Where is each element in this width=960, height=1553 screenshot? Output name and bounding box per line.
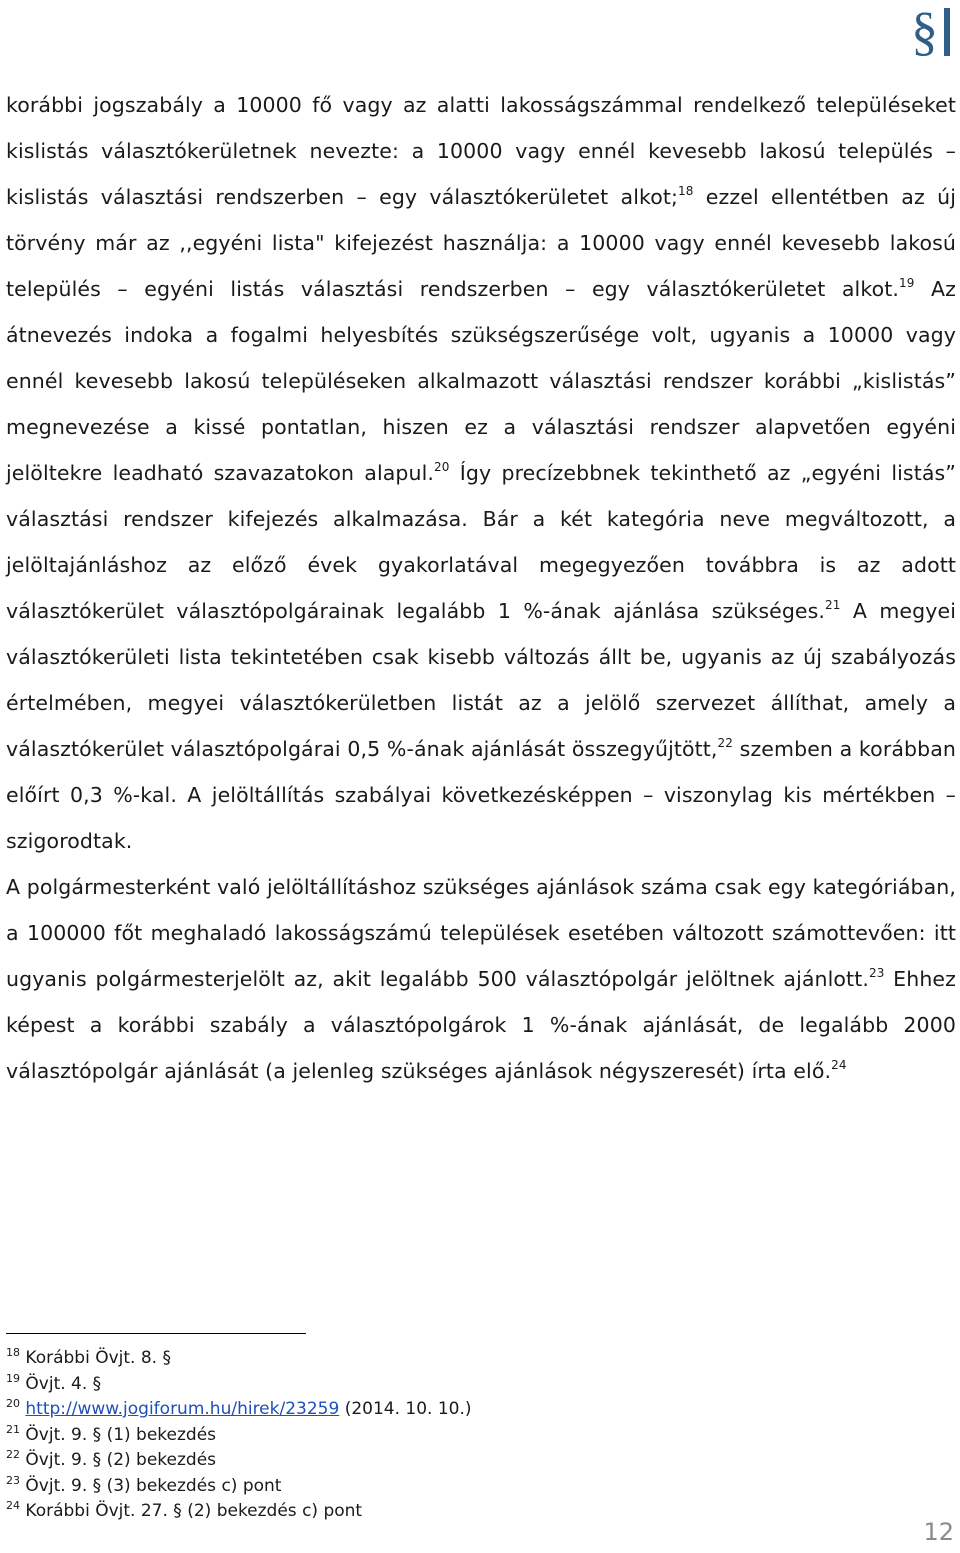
section-sign-logo bbox=[911, 1, 950, 61]
text-run: Így precízebbnek tekinthető az „egyéni listás” választási rendszer kifejezés alkalmazása. Bár a két kategória neve megváltozott, a jelöltajánláshoz az előző évek gyakorlatával megegyezően továbbra is az adott választókerület választópolgárainak legalább 1 %-ának ajánlása szükséges. bbox=[6, 461, 956, 623]
footnote bbox=[6, 1372, 472, 1398]
footnote-number: 21 bbox=[6, 1422, 20, 1436]
footnote-number: 24 bbox=[6, 1499, 20, 1512]
text-run: Övjt. 4. § bbox=[25, 1373, 102, 1394]
footnote-reference: 24 bbox=[831, 1058, 847, 1072]
footnote bbox=[6, 1448, 472, 1474]
text-run: Ehhez képest a korábbi szabály a választópolgárok 1 %-ának ajánlását, de legalább 2000 választópolgár ajánlását (a jelenleg szükséges ajánlások négyszeresét) írta elő. bbox=[6, 967, 956, 1083]
text-run: Korábbi Övjt. 27. § (2) bekezdés c) pont bbox=[25, 1501, 363, 1521]
text-run: Korábbi Övjt. 8. § bbox=[25, 1348, 171, 1368]
section-sign-icon: § bbox=[911, 1, 938, 61]
footnotes bbox=[6, 1346, 472, 1525]
footnote bbox=[6, 1397, 472, 1423]
text-run: Övjt. 9. § (2) bekezdés bbox=[25, 1450, 217, 1470]
footnote-reference: 21 bbox=[825, 598, 841, 612]
footnote bbox=[6, 1346, 472, 1372]
text-run: A megyei választókerületi lista tekintetében csak kisebb változás állt be, ugyanis az új szabályozás értelmében, megyei választókerületben listát az a jelölő szervezet állíthat, amely a választókerület választópolgárai 0,5 %-ának ajánlását összegyűjtött, bbox=[6, 599, 956, 761]
text-run: ezzel ellentétben az új törvény már az ,,egyéni lista" kifejezést használja: a 10000 vagy ennél kevesebb lakosú település – egyéni listás választási rendszerben – egy választókerületet alkot. bbox=[6, 185, 956, 301]
text-run: Övjt. 9. § (3) bekezdés c) pont bbox=[25, 1475, 282, 1496]
footnote-link[interactable]: http://www.jogiforum.hu/hirek/23259 bbox=[25, 1399, 340, 1419]
text-run: szemben a korábban előírt 0,3 %-kal. A jelöltállítás szabályai következésképpen – viszonylag kis mértékben – szigorodtak. bbox=[6, 737, 956, 853]
text-run: korábbi jogszabály a 10000 fő vagy az alatti lakosságszámmal rendelkező településeket kislistás választókerületnek nevezte: a 10000 vagy ennél kevesebb lakosú település – kislistás választási rendszerben – egy választókerületet alkot; bbox=[6, 93, 956, 209]
footnote-separator bbox=[6, 1333, 306, 1334]
footnote-reference: 18 bbox=[678, 184, 694, 198]
footnote-number: 22 bbox=[6, 1448, 20, 1461]
footnote-number: 20 bbox=[6, 1397, 20, 1410]
footnote bbox=[6, 1474, 472, 1500]
footnote bbox=[6, 1423, 472, 1449]
text-run: A polgármesterként való jelöltállításhoz szükséges ajánlások száma csak egy kategóriában, a 100000 főt meghaladó lakosságszámú települések esetében változott számottevően: itt ugyanis polgármesterjelölt az, akit legalább 500 választópolgár jelöltnek ajánlott. bbox=[6, 875, 956, 991]
footnote-reference: 20 bbox=[434, 460, 450, 474]
footnote-reference: 22 bbox=[717, 736, 734, 750]
text-run: (2014. 10. 10.) bbox=[339, 1399, 472, 1419]
footnote-reference: 19 bbox=[899, 276, 915, 290]
paragraph bbox=[6, 82, 956, 864]
footnote-number: 18 bbox=[6, 1346, 20, 1359]
footnote-number: 23 bbox=[6, 1473, 20, 1487]
footnote-reference: 23 bbox=[868, 966, 885, 980]
footnote bbox=[6, 1499, 472, 1525]
footnote-number: 19 bbox=[6, 1371, 20, 1385]
logo-bar bbox=[944, 8, 950, 56]
page-number: 12 bbox=[923, 1518, 954, 1546]
text-run: Az átnevezés indoka a fogalmi helyesbítés szükségszerűsége volt, ugyanis a 10000 vagy ennél kevesebb lakosú településeken alkalmazott választási rendszer korábbi „kislistás” megnevezése a kissé pontatlan, hiszen ez a választási rendszer alapvetően egyéni jelöltekre leadható szavazatokon alapul. bbox=[6, 277, 956, 485]
paragraph bbox=[6, 864, 956, 1094]
text-run: Övjt. 9. § (1) bekezdés bbox=[25, 1424, 217, 1445]
body-text bbox=[6, 82, 956, 1094]
